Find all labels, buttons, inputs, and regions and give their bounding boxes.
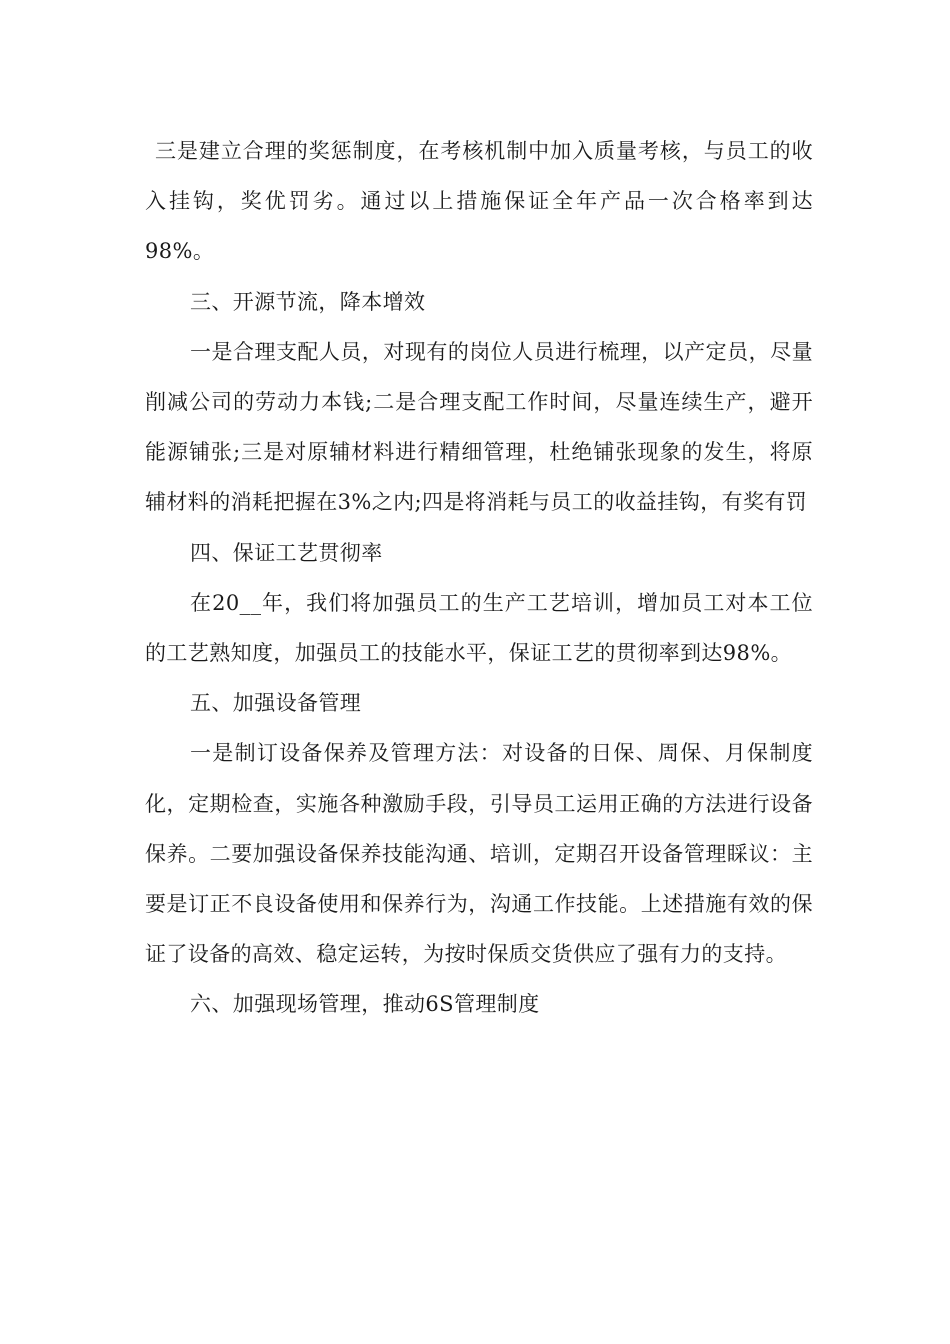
section-heading-equipment-management: 五、加强设备管理 [190,691,362,716]
paragraph-equipment-management: 一是制订设备保养及管理方法：对设备的日保、周保、月保制度化，定期检查，实施各种激励手段，引导员工运用正确的方法进行设备保养。二要加强设备保养技能沟通、培训，定期召开设备管理睬议：主要是订正不良设备使用和保养行为，沟通工作技能。上述措施有效的保证了设备的高效、稳定运转，为按时保质交货供应了强有力的支持。 [145,741,813,967]
paragraph-reward-punishment: 三是建立合理的奖惩制度，在考核机制中加入质量考核，与员工的收入挂钩，奖优罚劣。通过以上措施保证全年产品一次合格率到达98%。 [145,139,813,264]
paragraph-cost-reduction: 一是合理支配人员，对现有的岗位人员进行梳理，以产定员，尽量削减公司的劳动力本钱;二是合理支配工作时间，尽量连续生产，避开能源铺张;三是对原辅材料进行精细管理，杜绝铺张现象的发生，将原辅材料的消耗把握在3%之内;四是将消耗与员工的收益挂钩，有奖有罚 [145,339,813,515]
paragraph-process-compliance: 在20__年，我们将加强员工的生产工艺培训，增加员工对本工位的工艺熟知度，加强员工的技能水平，保证工艺的贯彻率到达98%。 [145,590,813,666]
document-body [145,126,813,1030]
section-heading-site-management: 六、加强现场管理，推动6S管理制度 [190,992,540,1017]
section-heading-cost-reduction: 三、开源节流，降本增效 [190,289,426,314]
section-heading-process-compliance: 四、保证工艺贯彻率 [190,540,383,565]
